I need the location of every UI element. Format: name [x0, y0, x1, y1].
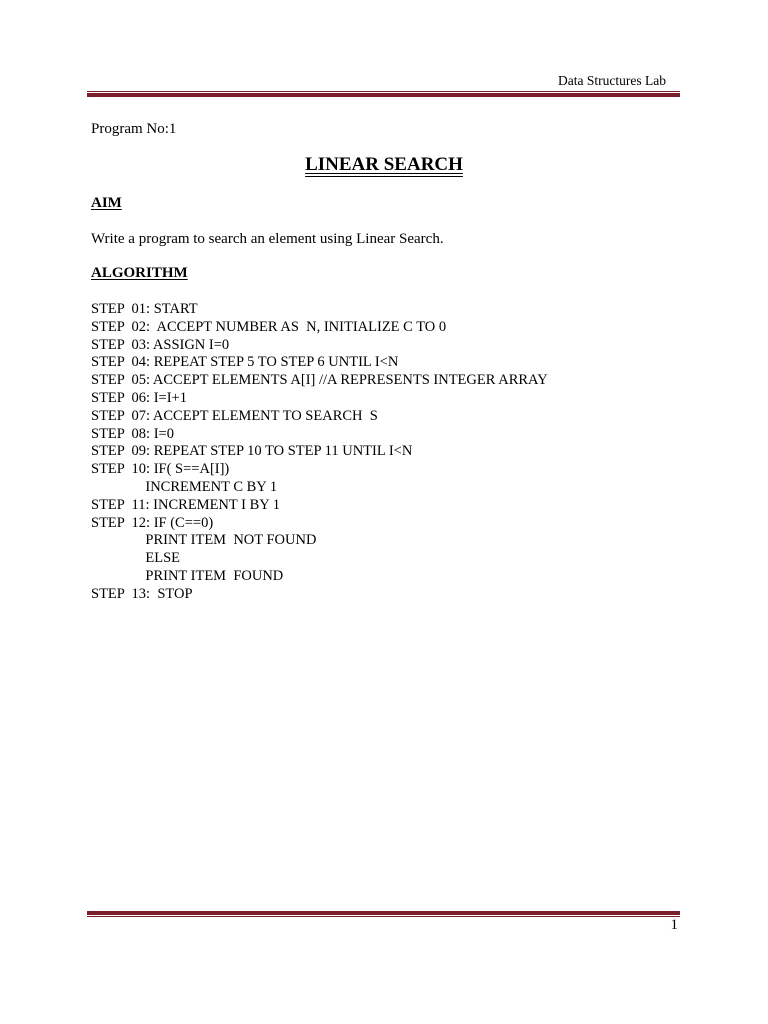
algorithm-line: STEP 03: ASSIGN I=0	[91, 336, 230, 353]
header-rule-thin	[87, 91, 680, 92]
algorithm-line: STEP 12: IF (C==0)	[91, 514, 214, 531]
algorithm-line: STEP 13: STOP	[91, 585, 193, 602]
algorithm-line: ELSE	[91, 550, 181, 567]
algorithm-line: STEP 02: ACCEPT NUMBER AS N, INITIALIZE C TO 0	[91, 318, 447, 335]
algorithm-line: PRINT ITEM FOUND	[91, 567, 284, 584]
header-rule-thick	[87, 93, 680, 97]
algorithm-line: STEP 08: I=0	[91, 425, 174, 442]
algorithm-line: STEP 10: IF( S==A[I])	[91, 461, 230, 478]
algorithm-heading: ALGORITHM	[91, 265, 188, 281]
aim-heading: AIM	[91, 195, 122, 211]
algorithm-line: STEP 06: I=I+1	[91, 389, 187, 406]
algorithm-steps	[91, 301, 548, 604]
algorithm-line: STEP 09: REPEAT STEP 10 TO STEP 11 UNTIL I<N	[91, 443, 413, 460]
algorithm-line: STEP 07: ACCEPT ELEMENT TO SEARCH S	[91, 407, 378, 424]
algorithm-line: STEP 05: ACCEPT ELEMENTS A[I] //A REPRESENTS INTEGER ARRAY	[91, 372, 548, 389]
footer-rule-thick	[87, 911, 680, 915]
header-title: Data Structures Lab	[558, 73, 666, 88]
algorithm-line: INCREMENT C BY 1	[91, 478, 278, 495]
algorithm-line: PRINT ITEM NOT FOUND	[91, 532, 317, 549]
page-title	[0, 154, 768, 176]
footer-rule-thin	[87, 916, 680, 917]
algorithm-line: STEP 04: REPEAT STEP 5 TO STEP 6 UNTIL I<N	[91, 354, 399, 371]
page-title-text: LINEAR SEARCH	[305, 154, 463, 175]
program-number: Program No:1	[91, 121, 177, 137]
aim-text: Write a program to search an element using Linear Search.	[91, 231, 444, 247]
algorithm-line: STEP 11: INCREMENT I BY 1	[91, 496, 281, 513]
page-number: 1	[670, 917, 678, 933]
algorithm-line: STEP 01: START	[91, 301, 198, 317]
